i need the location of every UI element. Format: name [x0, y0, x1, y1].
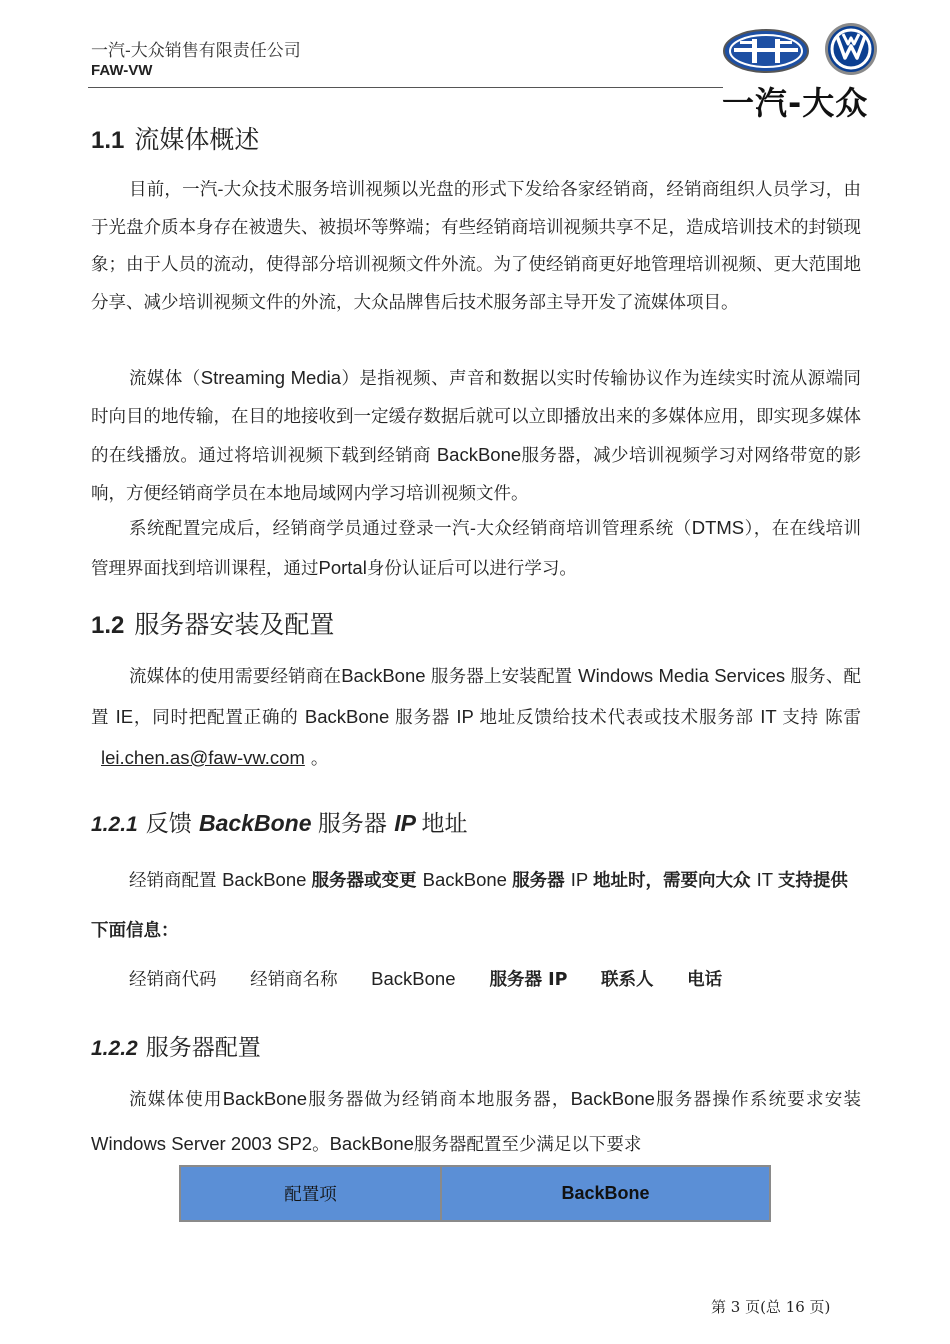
text: 身份认证后可以进行学习。	[366, 558, 577, 579]
text: 流媒体的使用需要经销商在	[129, 667, 342, 687]
section-1-2-2-heading	[91, 1029, 261, 1062]
header-company-name: 一汽-大众销售有限责任公司	[91, 41, 301, 61]
text: 。	[310, 749, 329, 769]
text: 服务器配置至少满足以下要求	[413, 1135, 642, 1155]
text: Portal	[318, 556, 367, 578]
text: 服务、配置	[91, 667, 862, 728]
text: Streaming Media	[200, 367, 342, 388]
table-header-row	[180, 1166, 770, 1221]
field-contact: 联系人	[601, 970, 654, 990]
field-server-ip: 服务器 IP	[489, 970, 568, 990]
text: ）是指视频、声音和数据以实时传输协议作为连续实时流从源端同时向目的地传输，在目的地接收到一定缓存数据后就可以立即播放出来的多媒体应用，即实现多媒体的在线播放。通过将培训视频下载到经销商	[91, 369, 862, 466]
text: IP	[394, 810, 422, 836]
text: BackBone	[199, 810, 318, 836]
paragraph-feedback-info	[91, 855, 861, 956]
text: IT	[756, 869, 778, 890]
email-link[interactable]: lei.chen.as@faw-vw.com	[101, 747, 305, 768]
text: 流媒体（	[129, 369, 201, 389]
text: 地址反馈给技术代表或技术服务部	[479, 708, 761, 728]
logo-emblems-icon	[722, 22, 887, 82]
paragraph-overview: 目前，一汽-大众技术服务培训视频以光盘的形式下发给各家经销商，经销商组织人员学习，由于光盘介质本身存在被遗失、被损坏等弊端；有些经销商培训视频共享不足，造成培训技术的封锁现象；由于人员的流动，使得部分培训视频文件外流。为了使经销商更好地管理培训视频、更大范围地分享、减少培训视频文件的外流，大众品牌售后技术服务部主导开发了流媒体项目。	[91, 180, 861, 313]
text: IP	[570, 869, 594, 890]
text: 支持 陈雷	[782, 708, 861, 728]
text: BackBone	[222, 869, 312, 890]
text: 服务器，减少培训视频学习对网络带宽的影响，方便经销商学员在本地局域网内学习培训视频文件。	[91, 446, 862, 504]
section-number: 1.2	[91, 612, 125, 639]
section-1-2-heading	[91, 605, 334, 641]
section-title: 服务器配置	[145, 1035, 261, 1061]
required-fields-list	[129, 966, 750, 991]
text: 服务器	[317, 811, 395, 837]
table-header-cell: BackBone	[441, 1166, 770, 1221]
text: ），在在线培训管理界面找到培训课程，通过	[91, 519, 861, 579]
section-number: 1.2.1	[91, 813, 138, 836]
text: Windows Media Services	[578, 665, 791, 686]
section-1-2-1-heading	[91, 805, 468, 838]
config-table	[179, 1165, 771, 1222]
text: 经销商配置	[129, 871, 223, 891]
field-backbone	[371, 970, 483, 990]
text: 服务器或变更	[311, 871, 423, 891]
text: BackBone	[570, 1088, 655, 1109]
paragraph-streaming-definition	[91, 359, 861, 513]
field-dealer-code: 经销商代码	[129, 970, 217, 990]
section-number: 1.1	[91, 127, 125, 154]
field-dealer-name: 经销商名称	[250, 970, 338, 990]
text: DTMS	[691, 517, 745, 538]
text: IE	[115, 706, 134, 727]
paragraph-system-config	[91, 509, 861, 588]
text: ，同时把配置正确的	[133, 708, 305, 728]
text: Windows Server 2003 SP2	[91, 1133, 313, 1154]
text: 反馈	[145, 811, 200, 837]
text: 支持提供下面信息：	[91, 871, 848, 941]
logo-wordmark: 一汽-大众	[722, 84, 869, 122]
text: 服务器	[512, 871, 571, 891]
text: IT	[760, 706, 783, 727]
text: BackBone	[304, 706, 396, 727]
text: BackBone	[341, 665, 431, 686]
header-rule	[88, 87, 723, 88]
text: 服务器操作系统要求安装	[654, 1090, 862, 1110]
text: BackBone	[436, 444, 522, 465]
text: IP	[456, 706, 480, 727]
paragraph-server-config	[91, 1077, 861, 1167]
text: 地址时，需要向大众	[593, 871, 757, 891]
text: BackBone	[329, 1133, 414, 1154]
section-number: 1.2.2	[91, 1037, 138, 1060]
text: 服务器	[395, 708, 457, 728]
paragraph-server-install	[91, 656, 861, 779]
page-number: 第 3 页(总 16 页)	[711, 1298, 831, 1316]
section-1-1-heading	[91, 120, 259, 156]
text: 服务器上安装配置	[430, 667, 579, 687]
text: 服务器做为经销商本地服务器，	[307, 1090, 571, 1110]
section-title: 服务器安装及配置	[134, 610, 335, 639]
text: BackBone	[422, 869, 513, 890]
header-company-code: FAW-VW	[91, 62, 153, 79]
text: BackBone	[222, 1088, 308, 1109]
field-phone: 电话	[687, 970, 723, 990]
text: 流媒体使用	[129, 1090, 223, 1110]
section-title: 流媒体概述	[134, 125, 260, 154]
text: 系统配置完成后，经销商学员通过登录一汽-大众经销商培训管理系统（	[129, 519, 692, 539]
text: 地址	[421, 811, 468, 837]
table-header-cell: 配置项	[180, 1166, 441, 1221]
text: BackBone	[371, 968, 456, 989]
text: 。	[312, 1135, 330, 1155]
